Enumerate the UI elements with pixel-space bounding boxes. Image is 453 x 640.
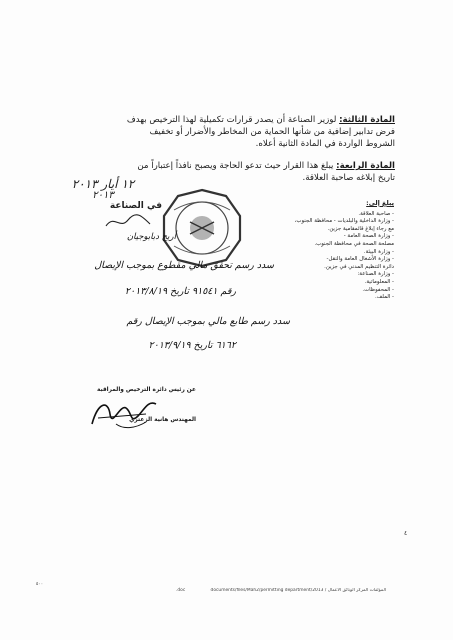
distribution-item: - وزارة الداخلية والبلديات - محافظة الجنوب، bbox=[294, 218, 394, 225]
distribution-item: - صاحبة العلاقة. bbox=[358, 210, 394, 217]
distribution-item: مصلحة الصحة في محافظة الجنوب. bbox=[314, 240, 394, 247]
article-four-heading: المادة الرابعة: bbox=[336, 161, 395, 171]
handwritten-signature bbox=[86, 394, 162, 434]
handwritten-note-1: سدد رسم تحقق مالي مقطوع بموجب الإيصال bbox=[94, 260, 274, 271]
distribution-title: يبلغ إلى: bbox=[366, 199, 394, 207]
distribution-item: - وزارة الصناعة: bbox=[357, 271, 394, 278]
distribution-item: - وزارة البيئة. bbox=[363, 248, 394, 255]
stamp-date-line1: ١٢ أيار ٢٠١٣ bbox=[71, 177, 135, 191]
article-four-text: يبلغ هذا القرار حيث تدعو الحاجة ويصبح نافذاً إعتباراً من تاريخ إبلاغه صاحبة العلاقة. bbox=[137, 161, 395, 183]
stamp-signature-mark bbox=[104, 212, 154, 232]
distribution-item: - الملف. bbox=[375, 294, 394, 301]
page-number: ٤ bbox=[404, 530, 408, 537]
distribution-item: - وزارة الصحة العامة - bbox=[343, 233, 394, 240]
stamp-date bbox=[48, 178, 158, 202]
stamp-date-line2: ٢٠١٣ bbox=[92, 190, 114, 201]
official-stamp-seal bbox=[160, 188, 244, 268]
handwritten-note-3: سدد رسم طابع مالي بموجب الإيصال رقم bbox=[126, 316, 290, 327]
distribution-list bbox=[268, 200, 394, 302]
distribution-item: مع رجاء إبلاغ قائمقامية جزين. bbox=[327, 225, 394, 232]
distribution-item: - وزارة الأشغال العامة والنقل- bbox=[326, 256, 394, 263]
footer-file-extension: .doc bbox=[176, 588, 186, 593]
handwritten-note-2: رقم ٩١٥٤١ تاريخ ٢٠١٣/٨/١٩ bbox=[124, 286, 236, 297]
footer-file-path: المؤلفات المركز الوثائق الأعمال / 2013/documents/files/Mah2/permitting department bbox=[210, 588, 386, 593]
stamp-office-text: في الصناعة bbox=[109, 201, 162, 211]
article-three bbox=[118, 114, 395, 150]
distribution-item: - المحفوظات. bbox=[362, 286, 394, 293]
article-three-heading: المادة الثالثة: bbox=[339, 115, 395, 125]
footer-small-number: ٥٠٠ bbox=[36, 582, 44, 587]
stamp-signer-note: أريج دبابوجيان bbox=[126, 232, 176, 242]
article-three-text: لوزير الصناعة أن يصدر قرارات تكميلية لهذا الترخيص بهدف فرض تدابير إضافية من شأنها الحماية من المخاطر والأضرار أو تخفيف الشروط الواردة في المادة الثانية أعلاه. bbox=[126, 115, 395, 149]
signer-name: المهندس هانية الزعتري bbox=[129, 417, 196, 423]
signature-title: عن رئيس دائرة الترخيص والمراقبة bbox=[96, 387, 196, 393]
distribution-item: - المعلوماتية. bbox=[364, 278, 394, 285]
handwritten-note-4: ٦١٦٢ تاريخ ٢٠١٣/٩/١٩ bbox=[148, 340, 236, 351]
distribution-item: دائرة التنظيم المدني في جزين. bbox=[324, 263, 394, 270]
article-four bbox=[118, 160, 395, 184]
